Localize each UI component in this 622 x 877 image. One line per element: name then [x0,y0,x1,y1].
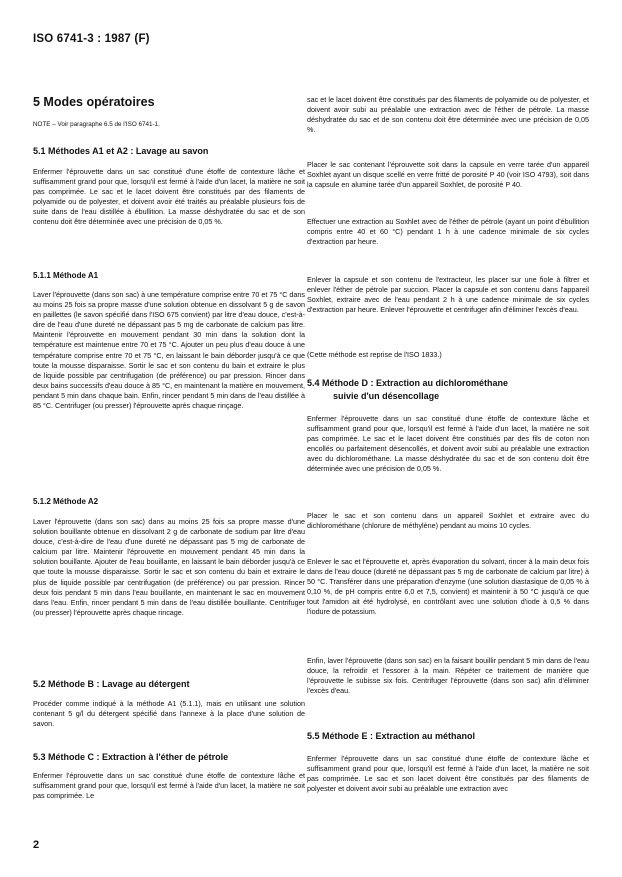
section-5-5-text: Enfermer l'éprouvette dans un sac constitué d'une étoffe de contexture lâche et suffisamment grand pour que, lorsqu'il est fermé à l'aide d'un lacet, la matière ne soit pas comprimée. Le sac et son lacet doivent être constitués par des filaments de polyester et doivent avoir subi au préalable une extraction avec [307,754,589,794]
document-header: ISO 6741-3 : 1987 (F) [33,33,150,45]
section-5-3-text: Enfermer l'éprouvette dans un sac constitué d'une étoffe de contexture lâche et suffisamment grand pour que, lorsqu'il est fermé à l'aide d'un lacet, la matière ne soit pas comprimée. Le [33,771,305,801]
section-5-title: 5 Modes opératoires [33,95,155,109]
section-5-3-capsule-text: Enlever la capsule et son contenu de l'extracteur, les placer sur une fiole à filtrer et enlever l'éther de pétrole par succion. Placer la capsule et son contenu dans l'appareil Soxhlet, extraire avec de l'eau pendant 2 h à une cadence minimale de six cycles d'extraction par heure. Enlever l'éprouvette et centrifuger afin d'éliminer l'excès d'eau. [307,275,589,315]
section-5-4-title-line2: suivie d'un désencollage [333,391,440,401]
section-5-4-title: 5.4 Méthode D : Extraction au dichlorométhane [307,378,509,388]
section-5-1-1-title: 5.1.1 Méthode A1 [33,271,99,280]
section-5-4-text-3: Enlever le sac et l'éprouvette et, après évaporation du solvant, rincer à la main deux fois dans de l'eau douce (dureté ne dépassant pas 5 mg de carbonate de calcium par litre) à 50 °C. Transférer dans une préparation d'enzyme (une solution diastasique de 0,05 % à 0,10 %, de pH compris entre 6,0 et 7,5, convient) et maintenir à 50 °C jusqu'à ce que tout l'amidon ait été hydrolysé, en contrôlant avec une solution d'iode à 0,5 % dans l'iodure de potassium. [307,557,589,617]
section-5-3-reference: (Cette méthode est reprise de l'ISO 1833.) [307,350,442,359]
section-5-3-title: 5.3 Méthode C : Extraction à l'éther de pétrole [33,752,229,762]
section-5-2-title: 5.2 Méthode B : Lavage au détergent [33,679,190,689]
page-number: 2 [33,839,40,851]
section-5-1-2-title: 5.1.2 Méthode A2 [33,497,99,506]
section-5-3-soxhlet-text: Placer le sac contenant l'éprouvette soit dans la capsule en verre tarée d'un appareil Soxhlet ayant un disque scellé en verre fritté de porosité P 40 (voir ISO 4793), soit dans la capsule en alumine tarée d'un appareil Soxhlet, de porosité P 40. [307,160,589,190]
section-5-4-text-2: Placer le sac et son contenu dans un appareil Soxhlet et extraire avec du dichlorométhane (chlorure de méthylène) pendant au moins 10 cycles. [307,511,589,531]
section-5-1-1-text: Laver l'éprouvette (dans son sac) à une température comprise entre 70 et 75 °C dans au moins 25 fois sa propre masse d'une solution obtenue en dissolvant 5 g de savon en paillettes (le savon spécifié dans l'ISO 675 convient) par litre d'eau douce, c'est-à-dire de l'eau d'une dureté ne dépassant pas 5 mg de carbonate de calcium pas litre. Maintenir l'éprouvette en mouvement pendant 30 min dans la solution dont la température est maintenue entre 70 et 75 °C. Ajouter un peu plus d'eau douce à une température comprise entre 70 et 75 °C, en laissant le bain déborder jusqu'à ce que toute la mousse disparaisse. Sortir le sac et son contenu du bain et extraire le plus de liquide possible par centrifugation (de préférence) ou par pression. Rincer dans deux bains successifs d'eau douce à 85 °C, en maintenant la matière en mouvement, pendant 5 min dans chaque bain. Enfin, rincer pendant 5 min dans de l'eau distillée à 85 °C. Centrifuger (ou presser) l'éprouvette après chaque rinçage. [33,290,305,411]
section-5-4-text-1: Enfermer l'éprouvette dans un sac constitué d'une étoffe de contexture lâche et suffisamment grand pour que, lorsqu'il est fermé à l'aide d'un lacet, la matière ne soit pas comprimée. Le sac et le lacet doivent être constitués par des fils de coton non encollés ou parfaitement désencollés, et doivent avoir subi au préalable une extraction avec du dichlorométhane. La masse déshydratée du sac et de son contenu doit être déterminée avec une précision de 0,05 %. [307,414,589,474]
section-5-1-2-text: Laver l'éprouvette (dans son sac) dans au moins 25 fois sa propre masse d'une solution bouillante obtenue en dissolvant 2 g de carbonate de sodium par litre d'eau douce, c'est-à-dire de l'eau d'une dureté ne dépassant pas 5 mg de carbonate de calcium par litre. Maintenir l'éprouvette en mouvement pendant 45 min dans la solution bouillante. Ajouter de l'eau bouillante, en laissant le bain déborder jusqu'à ce que toute la mousse disparaisse. Sortir le sac et son contenu du bain et extraire le plus de liquide possible par centrifugation (de préférence) ou par pression. Rincer deux fois pendant 5 min dans l'eau bouillante, en maintenant le sac en mouvement dans l'eau. Enfin, rincer pendant 5 min dans de l'eau distillée bouillante. Centrifuger (ou presser) l'éprouvette après chaque rincage. [33,517,305,617]
section-5-3-continued: sac et le lacet doivent être constitués par des filaments de polyamide ou de polyester, et doivent avoir subi au préalable une extraction avec de l'éther de pétrole. La masse déshydratée du sac et de son contenu doit être déterminée avec une précision de 0,05 %. [307,95,589,135]
section-5-4-text-4: Enfin, laver l'éprouvette (dans son sac) en la faisant bouillir pendant 5 min dans de l'eau douce, la refroidir et l'essorer à la main. Répéter ce traitement de manière que l'éprouvette le subisse six fois. Centrifuger l'éprouvette (dans son sac) afin d'éliminer l'excès d'eau. [307,656,589,696]
section-5-1-text: Enfermer l'éprouvette dans un sac constitué d'une étoffe de contexture lâche et suffisamment grand pour que, lorsqu'il est fermé à l'aide d'un lacet, la matière ne soit pas comprimée. Le sac et le lacet doivent être constitués par des filaments de polyamide ou de polyester, et doivent avoir été traités au préalable plusieurs fois de suite dans de l'eau distillée à ébullition. La masse déshydratée du sac et de son contenu doit être déterminée avec une précision de 0,05 %. [33,167,305,227]
section-5-1-title: 5.1 Méthodes A1 et A2 : Lavage au savon [33,146,209,156]
section-5-5-title: 5.5 Méthode E : Extraction au méthanol [307,731,476,741]
section-5-3-extraction-text: Effectuer une extraction au Soxhlet avec de l'éther de pétrole (ayant un point d'ébullition compris entre 40 et 60 °C) pendant 1 h à une cadence minimale de six cycles d'extraction par heure. [307,217,589,247]
section-5-2-text: Procéder comme indiqué à la méthode A1 (5.1.1), mais en utilisant une solution contenant 5 g/l du détergent spécifié dans l'annexe à la place d'une solution de savon. [33,699,305,729]
note-text: NOTE – Voir paragraphe 6.5 de l'ISO 6741-1. [33,121,160,128]
